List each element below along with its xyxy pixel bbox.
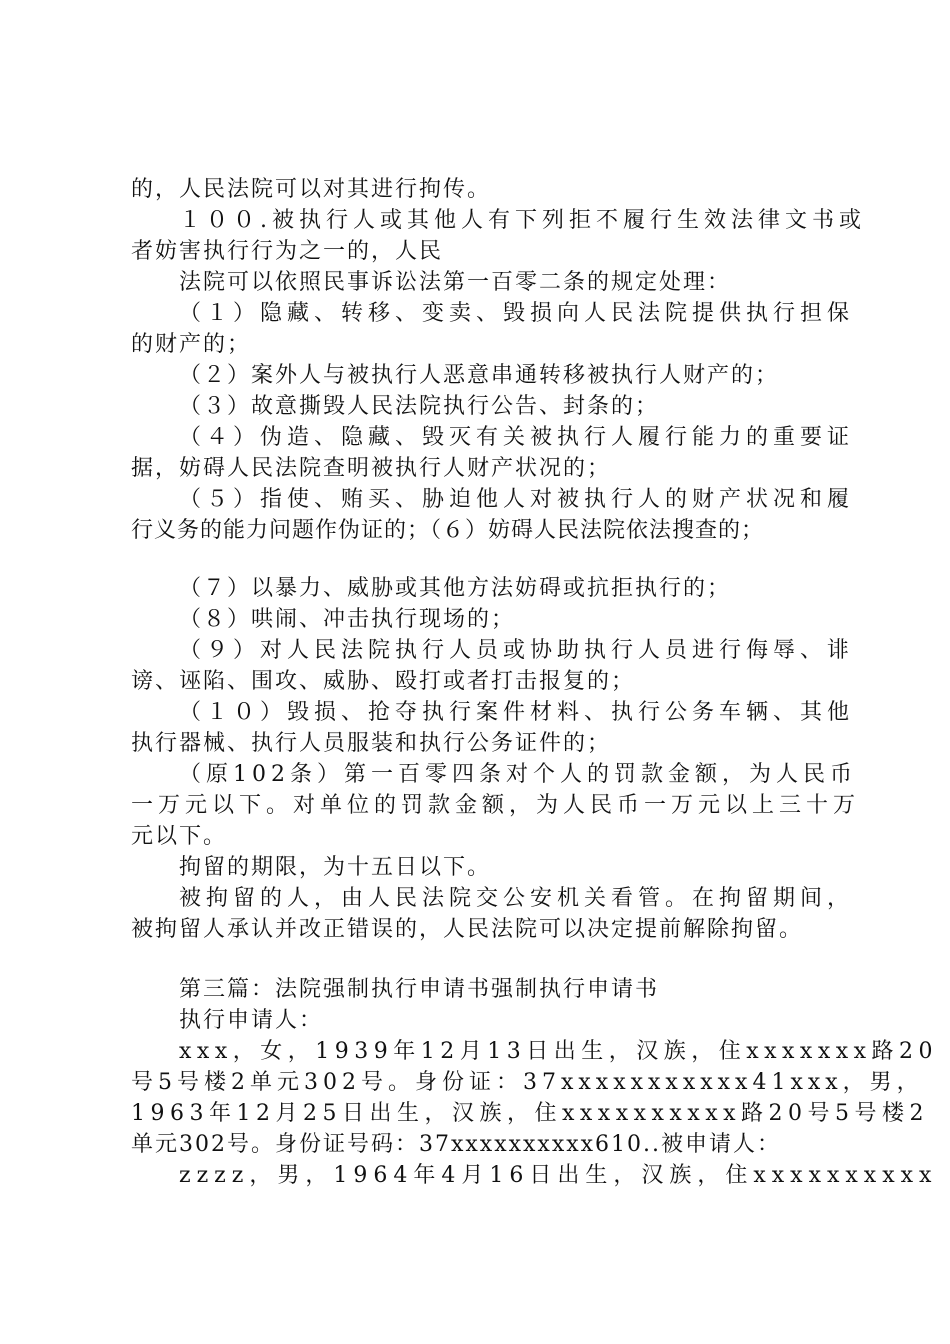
text-line: 执行申请人： <box>179 1008 324 1033</box>
text-line: （９）对人民法院执行人员或协助执行人员进行侮辱、诽 <box>179 638 855 663</box>
text-line: 的财产的； <box>131 332 252 357</box>
text-line: （１０）毁损、抢夺执行案件材料、执行公务车辆、其他 <box>179 700 855 725</box>
text-line: （原102条）第一百零四条对个人的罚款金额，为人民币 <box>179 762 857 787</box>
text-line: （７）以暴力、威胁或其他方法妨碍或抗拒执行的； <box>179 576 732 601</box>
text-line: 单元302号。身份证号码：37xxxxxxxxxx610..被申请人： <box>131 1132 782 1157</box>
text-line: （４）伪造、隐藏、毁灭有关被执行人履行能力的重要证 <box>179 425 855 450</box>
text-line: （２）案外人与被执行人恶意串通转移被执行人财产的； <box>179 363 780 388</box>
text-line: 据，妨碍人民法院查明被执行人财产状况的； <box>131 456 612 481</box>
text-line: 1963年12月25日出生，汉族，住xxxxxxxxxx路20号5号楼2 <box>131 1101 930 1126</box>
text-line: （１）隐藏、转移、变卖、毁损向人民法院提供执行担保 <box>179 301 855 326</box>
text-line: 谤、诬陷、围攻、威胁、殴打或者打击报复的； <box>131 669 636 694</box>
text-line: 法院可以依照民事诉讼法第一百零二条的规定处理： <box>179 270 732 295</box>
text-line: zzzz，男，1964年4月16日出生，汉族，住xxxxxxxxxx <box>179 1163 938 1188</box>
text-line: 号5号楼2单元302号。身份证：37xxxxxxxxxxx41xxx，男， <box>131 1070 924 1095</box>
text-line: xxx，女，1939年12月13日出生，汉族，住xxxxxxx路20 <box>179 1039 939 1064</box>
section-heading: 第三篇：法院强制执行申请书强制执行申请书 <box>179 977 660 1002</box>
text-line: 者妨害执行行为之一的，人民 <box>131 239 444 264</box>
text-line: 执行器械、执行人员服装和执行公务证件的； <box>131 731 612 756</box>
text-line: 元以下。 <box>131 824 228 849</box>
text-line: （８）哄闹、冲击执行现场的； <box>179 607 516 632</box>
text-line: （５）指使、贿买、胁迫他人对被执行人的财产状况和履 <box>179 487 855 512</box>
text-line: １００.被执行人或其他人有下列拒不履行生效法律文书或 <box>179 208 866 233</box>
text-line: （３）故意撕毁人民法院执行公告、封条的； <box>179 394 660 419</box>
text-line: 拘留的期限，为十五日以下。 <box>179 855 492 880</box>
text-line: 的，人民法院可以对其进行拘传。 <box>131 177 492 202</box>
text-line: 一万元以下。对单位的罚款金额，为人民币一万元以上三十万 <box>131 793 861 818</box>
text-line: 被拘留人承认并改正错误的，人民法院可以决定提前解除拘留。 <box>131 917 804 942</box>
text-line: 行义务的能力问题作伪证的；（６）妨碍人民法院依法搜查的； <box>131 518 765 543</box>
text-line: 被拘留的人，由人民法院交公安机关看管。在拘留期间， <box>179 886 855 911</box>
